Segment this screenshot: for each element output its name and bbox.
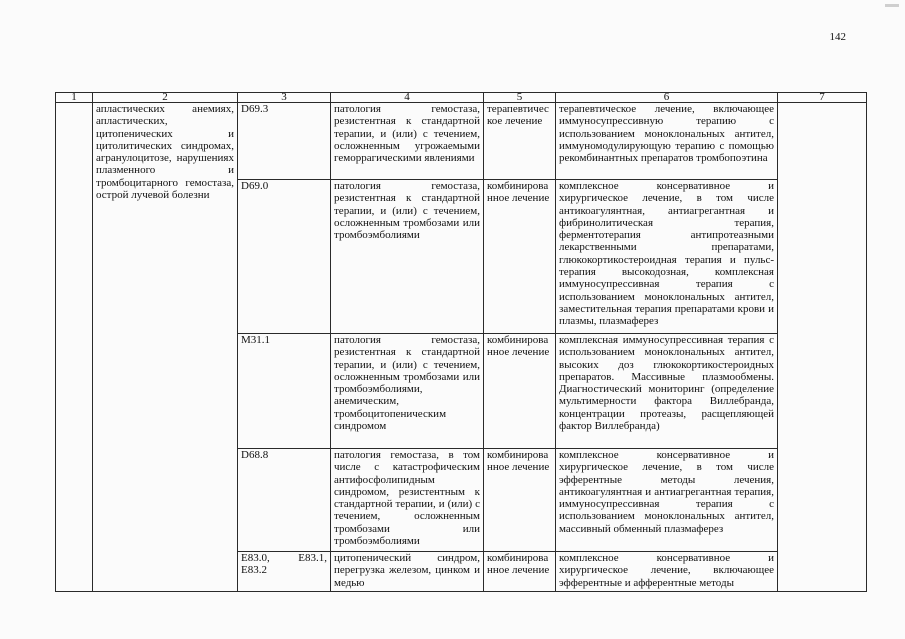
page-number: 142 [829,31,846,43]
column-header: 2 [93,93,238,103]
method-cell: комплексная иммуносупрессивная терапия с использованием моноклональных антител, высоких доз глюкокортикостероидных препаратов. Массивные плазмообмены. Диагностический мониторинг (определение мультимерности фактора Виллебранда, концентрации протеазы, расщепляющей фактор Виллебранда) [556,334,778,449]
model-cell: патология гемостаза, резистентная к стандартной терапии, и (или) с течением, осложненным тромбозами или тромбоэмболиями, анемическим, тромбоцитопеническим синдромом [331,334,484,449]
model-cell: патология гемостаза, резистентная к стандартной терапии, и (или) с течением, осложненным тромбозами или тромбоэмболиями [331,180,484,334]
col7-cell [778,103,867,592]
method-cell: комплексное консервативное и хирургическое лечение, в том числе антикоагулянтная, антиагрегантная и фибринолитическая терапия, ферментотерапия антипротеазными лекарственными препаратами, глюкокортикостероидная терапия и пульс-терапия высокодозная, комплексная иммуносупрессивная терапия с использованием моноклональных антител, заместительная терапия препаратами крови и плазмы, плазмаферез [556,180,778,334]
column-header: 7 [778,93,867,103]
scan-mark [885,4,899,7]
type-cell: комбинированное лечение [484,552,556,592]
table-row [56,103,867,180]
model-cell: цитопенический синдром, перегрузка железом, цинком и медью [331,552,484,592]
column-header: 1 [56,93,93,103]
type-cell: комбинированное лечение [484,334,556,449]
method-cell: комплексное консервативное и хирургическое лечение, включающее эфферентные и афферентные методы [556,552,778,592]
group-number-cell [56,103,93,592]
code-cell: D69.3 [238,103,331,180]
method-cell: терапевтическое лечение, включающее иммуносупрессивную терапию с использованием моноклональных антител, иммуномодулирующую терапию с помощью рекомбинантных препаратов тромбопоэтина [556,103,778,180]
code-cell: D69.0 [238,180,331,334]
column-header: 5 [484,93,556,103]
code-cell: E83.0, E83.1, E83.2 [238,552,331,592]
code-cell: D68.8 [238,449,331,552]
model-cell: патология гемостаза, в том числе с катастрофическим антифосфолипидным синдромом, резистентным к стандартной терапии, и (или) с течением, осложненным тромбозами или тромбоэмболиями [331,449,484,552]
type-cell: терапевтическое лечение [484,103,556,180]
procedures-table [55,92,867,592]
group-title-cell: апластических анемиях, апластических, цитопенических и цитолитических синдромах, агранулоцитозе, нарушениях плазменного и тромбоцитарного гемостаза, острой лучевой болезни [93,103,238,592]
column-header: 6 [556,93,778,103]
model-cell: патология гемостаза, резистентная к стандартной терапии, и (или) с течением, осложненным угрожаемыми геморрагическими явлениями [331,103,484,180]
method-cell: комплексное консервативное и хирургическое лечение, в том числе эфферентные методы лечения, антикоагулянтная и антиагрегантная терапия, иммуносупрессивная терапия с использованием моноклональных антител, массивный обменный плазмаферез [556,449,778,552]
table-header-row [56,93,867,103]
type-cell: комбинированное лечение [484,449,556,552]
code-cell: M31.1 [238,334,331,449]
column-header: 4 [331,93,484,103]
type-cell: комбинированное лечение [484,180,556,334]
column-header: 3 [238,93,331,103]
